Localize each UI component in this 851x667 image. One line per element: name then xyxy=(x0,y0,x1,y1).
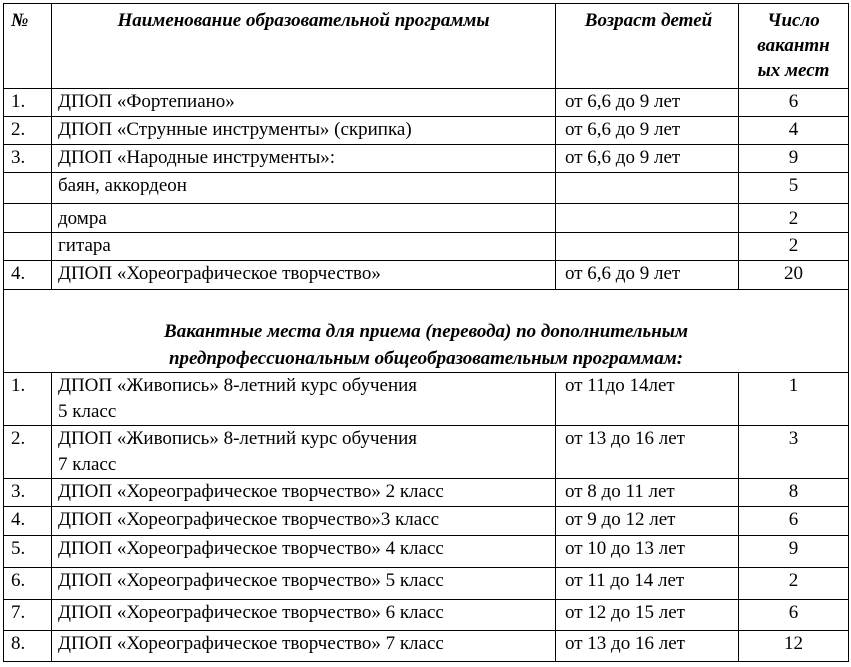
row-count: 1 xyxy=(739,373,849,426)
table-row xyxy=(4,479,849,507)
row-num: 4. xyxy=(4,507,52,536)
row-age: от 6,6 до 9 лет xyxy=(556,145,739,173)
row-count: 8 xyxy=(739,479,849,507)
row-count: 9 xyxy=(739,536,849,568)
table-row xyxy=(4,204,849,233)
header-vacancies xyxy=(739,4,849,89)
row-num: 3. xyxy=(4,145,52,173)
header-age: Возраст детей xyxy=(556,4,739,89)
row-num xyxy=(4,173,52,204)
row-program: гитара xyxy=(52,233,556,261)
row-program: домра xyxy=(52,204,556,233)
row-num: 1. xyxy=(4,373,52,426)
row-program xyxy=(52,426,556,479)
row-num: 6. xyxy=(4,568,52,600)
row-count: 9 xyxy=(739,145,849,173)
row-num: 5. xyxy=(4,536,52,568)
section-title-row xyxy=(4,290,849,373)
row-age: от 9 до 12 лет xyxy=(556,507,739,536)
row-num xyxy=(4,233,52,261)
row-num: 3. xyxy=(4,479,52,507)
vacancies-table xyxy=(3,3,849,662)
row-count: 20 xyxy=(739,261,849,290)
row-program: ДПОП «Хореографическое творчество» 7 класс xyxy=(52,631,556,662)
row-count: 2 xyxy=(739,233,849,261)
header-vacancies-line: вакантн xyxy=(757,35,830,56)
table-row xyxy=(4,117,849,145)
row-num: 2. xyxy=(4,426,52,479)
section-title xyxy=(4,290,849,373)
row-program: ДПОП «Фортепиано» xyxy=(52,89,556,117)
table-row xyxy=(4,173,849,204)
row-count: 2 xyxy=(739,204,849,233)
header-vacancies-line: Число xyxy=(767,10,820,31)
header-num: № xyxy=(4,4,52,89)
row-age: от 11до 14лет xyxy=(556,373,739,426)
header-vacancies-line: ых мест xyxy=(757,60,830,81)
section-title-line: Вакантные места для приема (перевода) по дополнительным xyxy=(164,321,688,342)
row-count: 3 xyxy=(739,426,849,479)
row-program xyxy=(52,373,556,426)
row-age xyxy=(556,204,739,233)
table-row xyxy=(4,233,849,261)
row-program: ДПОП «Хореографическое творчество»3 класс xyxy=(52,507,556,536)
row-program: ДПОП «Хореографическое творчество» 2 класс xyxy=(52,479,556,507)
table-row xyxy=(4,536,849,568)
row-program-line: 5 класс xyxy=(58,401,117,422)
table-row xyxy=(4,600,849,631)
row-program: ДПОП «Хореографическое творчество» 4 класс xyxy=(52,536,556,568)
row-age xyxy=(556,233,739,261)
row-num: 4. xyxy=(4,261,52,290)
row-program: ДПОП «Хореографическое творчество» 6 класс xyxy=(52,600,556,631)
row-count: 5 xyxy=(739,173,849,204)
row-count: 4 xyxy=(739,117,849,145)
row-count: 12 xyxy=(739,631,849,662)
table-row xyxy=(4,261,849,290)
row-program: ДПОП «Народные инструменты»: xyxy=(52,145,556,173)
row-program: ДПОП «Струнные инструменты» (скрипка) xyxy=(52,117,556,145)
row-num xyxy=(4,204,52,233)
row-program-line: ДПОП «Живопись» 8-летний курс обучения xyxy=(58,428,418,449)
row-age: от 8 до 11 лет xyxy=(556,479,739,507)
table-row xyxy=(4,426,849,479)
row-age: от 6,6 до 9 лет xyxy=(556,117,739,145)
row-age xyxy=(556,173,739,204)
section-title-line: предпрофессиональным общеобразовательным программам: xyxy=(168,348,684,369)
table-row xyxy=(4,631,849,662)
header-row xyxy=(4,4,849,89)
row-program: ДПОП «Хореографическое творчество» 5 класс xyxy=(52,568,556,600)
row-count: 2 xyxy=(739,568,849,600)
row-count: 6 xyxy=(739,507,849,536)
table-row xyxy=(4,89,849,117)
row-age: от 6,6 до 9 лет xyxy=(556,261,739,290)
row-age: от 13 до 16 лет xyxy=(556,631,739,662)
row-num: 7. xyxy=(4,600,52,631)
row-age: от 12 до 15 лет xyxy=(556,600,739,631)
row-program-line: 7 класс xyxy=(58,454,117,475)
header-program: Наименование образовательной программы xyxy=(52,4,556,89)
row-program: баян, аккордеон xyxy=(52,173,556,204)
row-age: от 11 до 14 лет xyxy=(556,568,739,600)
table-row xyxy=(4,145,849,173)
row-count: 6 xyxy=(739,600,849,631)
row-num: 2. xyxy=(4,117,52,145)
row-age: от 13 до 16 лет xyxy=(556,426,739,479)
row-age: от 10 до 13 лет xyxy=(556,536,739,568)
row-num: 8. xyxy=(4,631,52,662)
row-count: 6 xyxy=(739,89,849,117)
row-program-line: ДПОП «Живопись» 8-летний курс обучения xyxy=(58,375,418,396)
row-program: ДПОП «Хореографическое творчество» xyxy=(52,261,556,290)
table-row xyxy=(4,507,849,536)
table-row xyxy=(4,373,849,426)
table-row xyxy=(4,568,849,600)
row-age: от 6,6 до 9 лет xyxy=(556,89,739,117)
row-num: 1. xyxy=(4,89,52,117)
